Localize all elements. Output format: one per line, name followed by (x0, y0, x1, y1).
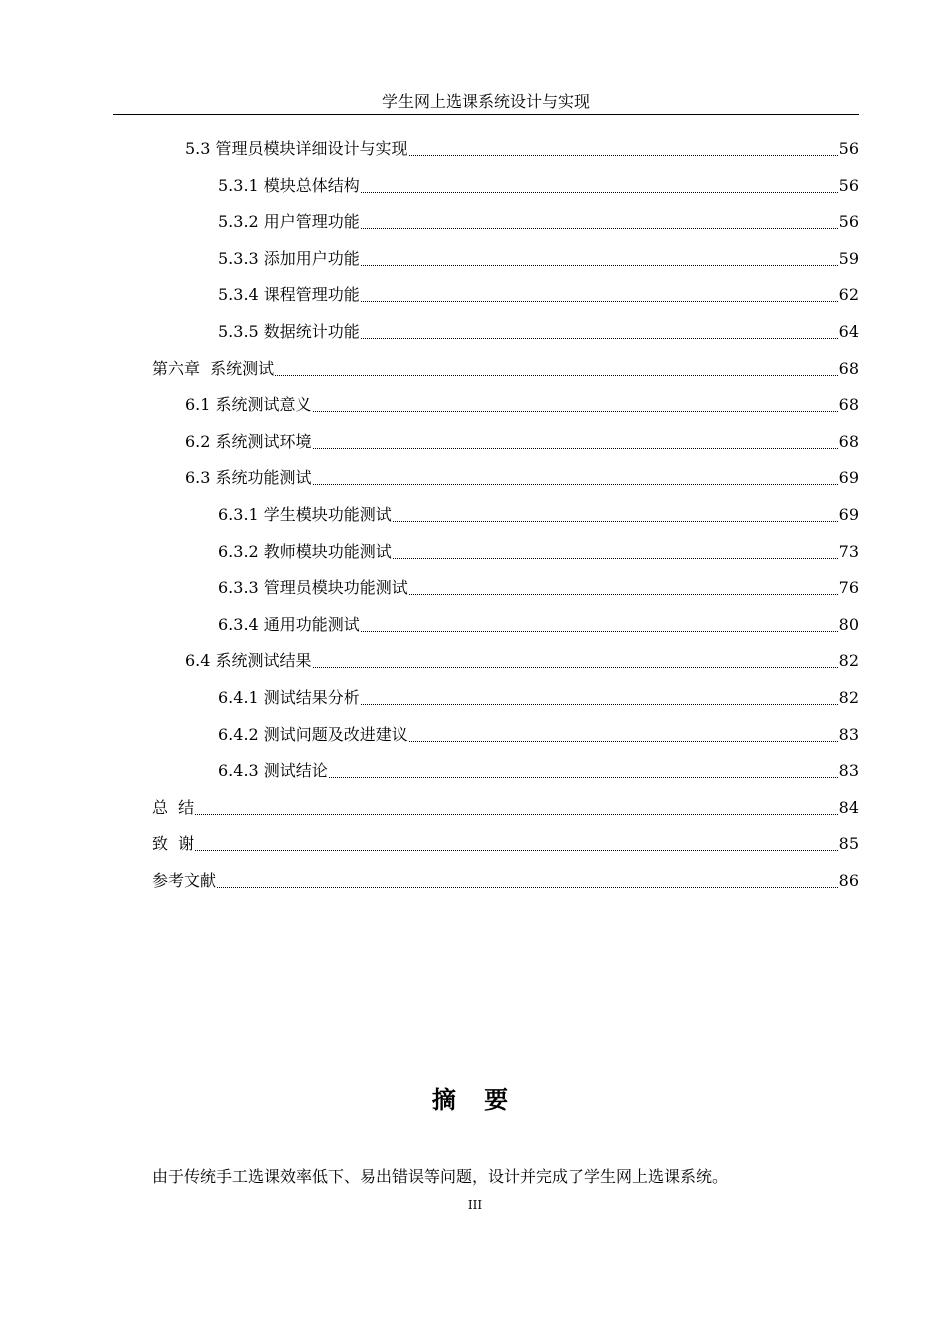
toc-leader-dots (313, 447, 838, 449)
toc-entry-title: 5.3.1 模块总体结构 (218, 175, 360, 195)
toc-leader-dots (313, 410, 838, 412)
toc-entry-page: 82 (838, 688, 859, 707)
toc-entry[interactable] (152, 356, 859, 382)
toc-leader-dots (275, 374, 837, 376)
toc-entry-title: 6.3.4 通用功能测试 (218, 614, 360, 634)
toc-leader-dots (361, 630, 838, 632)
toc-entry-title: 5.3.4 课程管理功能 (218, 285, 360, 305)
toc-entry-page: 84 (838, 797, 859, 817)
toc-leader-dots (361, 300, 838, 302)
page-number: III (467, 1198, 483, 1212)
toc-leader-dots (361, 227, 838, 229)
toc-entry[interactable] (185, 465, 859, 491)
toc-entry[interactable] (218, 539, 859, 565)
toc-entry[interactable] (218, 246, 859, 272)
toc-leader-dots (217, 886, 838, 888)
toc-leader-dots (393, 557, 838, 559)
toc-leader-dots (393, 520, 838, 522)
toc-entry-title: 第六章 系统测试 (152, 358, 275, 378)
toc-entry-page: 56 (838, 175, 859, 195)
toc-entry-page: 69 (838, 505, 859, 524)
toc-entry[interactable] (218, 502, 859, 528)
toc-entry-page: 76 (838, 578, 859, 598)
toc-entry-page: 68 (838, 395, 859, 415)
toc-entry[interactable] (185, 429, 859, 455)
toc-leader-dots (313, 483, 838, 485)
toc-leader-dots (361, 337, 838, 339)
toc-leader-dots (329, 776, 838, 778)
toc-leader-dots (195, 849, 837, 851)
toc-entry-page: 73 (838, 541, 859, 561)
toc-entry-title: 6.4.1 测试结果分析 (218, 688, 360, 707)
toc-entry-title: 6.4 系统测试结果 (185, 651, 312, 671)
toc-entry[interactable] (218, 282, 859, 308)
toc-entry-page: 85 (838, 834, 859, 854)
toc-entry-title: 6.1 系统测试意义 (185, 395, 312, 415)
toc-entry-title: 6.3.2 教师模块功能测试 (218, 541, 392, 561)
toc-entry[interactable] (218, 575, 859, 601)
toc-entry-title: 6.3.3 管理员模块功能测试 (218, 578, 408, 598)
toc-entry[interactable] (218, 173, 859, 199)
toc-leader-dots (409, 593, 838, 595)
toc-entry-title: 5.3.5 数据统计功能 (218, 322, 360, 341)
header-title: 学生网上选课系统设计与实现 (381, 92, 590, 111)
toc-entry-page: 56 (838, 139, 859, 158)
toc-leader-dots (361, 191, 838, 193)
toc-entry-page: 68 (838, 358, 859, 378)
toc-entry-page: 64 (838, 322, 859, 341)
toc-entry-page: 83 (838, 724, 859, 744)
toc-entry[interactable] (218, 685, 859, 711)
toc-entry-title: 总 结 (152, 797, 195, 817)
toc-entry-title: 5.3 管理员模块详细设计与实现 (185, 139, 408, 158)
toc-entry-page: 56 (838, 212, 859, 232)
toc-entry-title: 6.3 系统功能测试 (185, 468, 312, 488)
toc-entry-page: 86 (838, 871, 859, 890)
toc-entry[interactable] (185, 136, 859, 162)
toc-entry[interactable] (152, 831, 859, 857)
toc-entry[interactable] (218, 758, 859, 784)
toc-entry-page: 62 (838, 285, 859, 305)
toc-entry-title: 6.2 系统测试环境 (185, 431, 312, 451)
page-header (113, 90, 859, 115)
toc-entry[interactable] (218, 722, 859, 748)
toc-entry[interactable] (185, 648, 859, 674)
toc-leader-dots (361, 264, 838, 266)
toc-entry-title: 6.4.2 测试问题及改进建议 (218, 724, 408, 744)
toc-leader-dots (409, 154, 838, 156)
toc-entry-title: 致 谢 (152, 834, 195, 854)
abstract-body: 由于传统手工选课效率低下、易出错误等问题，设计并完成了学生网上选课系统。 (152, 1167, 729, 1186)
toc-entry-page: 80 (838, 614, 859, 634)
toc-entry[interactable] (152, 868, 859, 894)
toc-entry-title: 5.3.3 添加用户功能 (218, 248, 360, 268)
toc-entry[interactable] (185, 392, 859, 418)
toc-entry-title: 6.4.3 测试结论 (218, 761, 328, 781)
toc-leader-dots (195, 813, 837, 815)
toc-entry[interactable] (152, 795, 859, 821)
toc-entry-page: 59 (838, 248, 859, 268)
toc-entry-page: 69 (838, 468, 859, 488)
toc-entry-title: 6.3.1 学生模块功能测试 (218, 505, 392, 524)
toc-entry[interactable] (218, 612, 859, 638)
toc-leader-dots (409, 740, 838, 742)
toc-entry[interactable] (218, 209, 859, 235)
toc-leader-dots (313, 666, 838, 668)
toc-entry-page: 83 (838, 761, 859, 781)
toc-entry-title: 参考文献 (152, 871, 217, 890)
toc-entry-page: 68 (838, 431, 859, 451)
toc-entry[interactable] (218, 319, 859, 345)
toc-leader-dots (361, 703, 838, 705)
toc-entry-title: 5.3.2 用户管理功能 (218, 212, 360, 232)
toc-entry-page: 82 (838, 651, 859, 671)
abstract-title: 摘 要 (431, 1086, 519, 1114)
